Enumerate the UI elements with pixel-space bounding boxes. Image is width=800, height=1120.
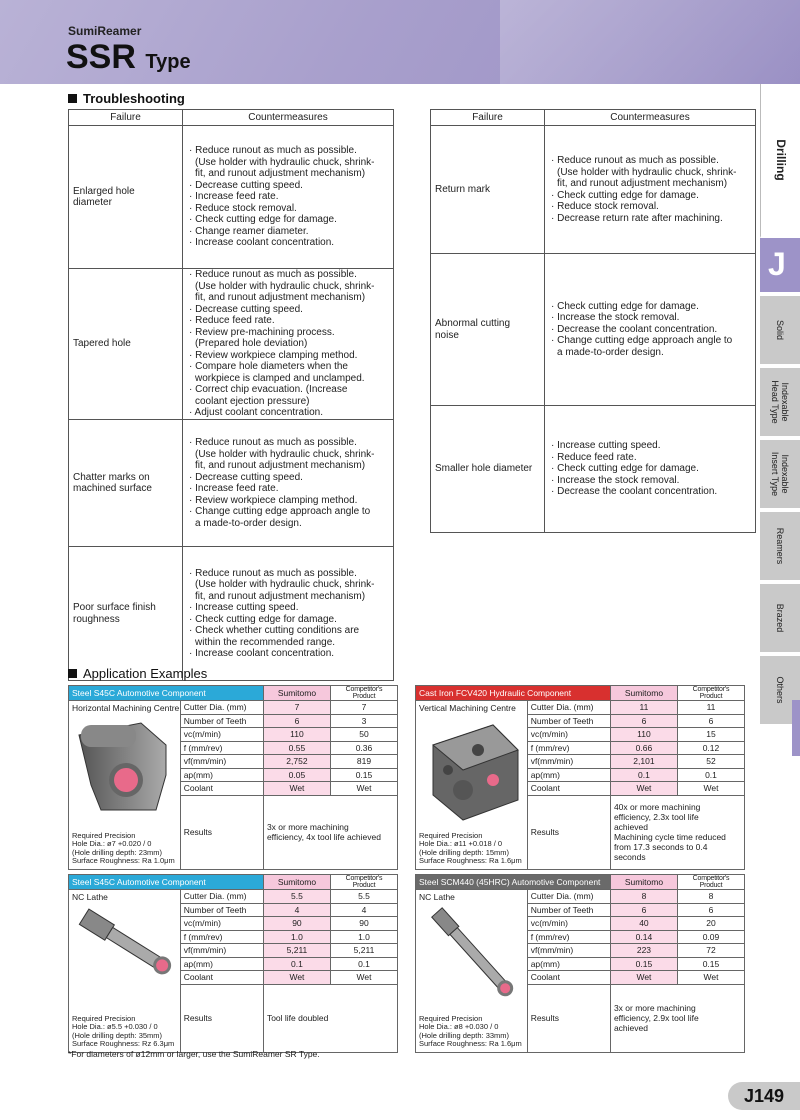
application-table [68, 874, 398, 1053]
competitor-value: 6 [677, 714, 744, 728]
sumitomo-value: 0.15 [610, 957, 677, 971]
page-number: J149 [728, 1082, 800, 1110]
parameter-label: Number of Teeth [527, 714, 610, 728]
countermeasure-line: · Review pre-machining process. [189, 326, 335, 338]
countermeasure-line: a made-to-order design. [195, 517, 302, 529]
countermeasure-line: (Use holder with hydraulic chuck, shrink- [195, 579, 375, 590]
part-image [418, 904, 528, 1006]
failure-text: Return mark [435, 183, 491, 195]
competitor-value: 0.1 [677, 768, 744, 782]
competitor-value: Wet [677, 971, 744, 985]
sumitomo-value: 8 [610, 890, 677, 904]
square-bullet-icon [68, 669, 77, 678]
parameter-label: vc(m/min) [180, 917, 263, 931]
countermeasure-line: · Change reamer diameter. [189, 225, 309, 237]
sumitomo-label: Sumitomo [263, 686, 330, 701]
application-header: Steel SCM440 (45HRC) Automotive Component [416, 875, 611, 890]
sumitomo-value: 2,752 [263, 755, 330, 769]
countermeasure-line: · Increase coolant concentration. [189, 648, 335, 659]
parameter-label: vc(m/min) [527, 728, 610, 742]
sumitomo-value: 40 [610, 917, 677, 931]
competitor-value: 0.15 [677, 957, 744, 971]
col-countermeasures: Countermeasures [545, 110, 756, 126]
competitor-value: Wet [330, 782, 397, 796]
part-image-cell [69, 701, 181, 870]
failure-text: Chatter marks on [73, 471, 150, 483]
competitor-label: Competitor's Product [330, 686, 397, 701]
countermeasure-line: fit, and runout adjustment mechanism) [195, 460, 366, 471]
competitor-value: 0.15 [330, 768, 397, 782]
failure-cell [431, 126, 545, 254]
results-line: seconds [613, 852, 646, 862]
results-line: efficiency, 4x tool life achieved [266, 832, 381, 842]
countermeasure-cell [183, 269, 394, 420]
countermeasure-line: · Increase feed rate. [189, 483, 279, 494]
series-name: SumiReamer [68, 24, 142, 38]
application-header: Steel S45C Automotive Component [69, 875, 264, 890]
failure-text: noise [435, 329, 459, 341]
countermeasure-line: (Use holder with hydraulic chuck, shrink- [195, 280, 375, 292]
countermeasure-line: (Use holder with hydraulic chuck, shrink- [195, 448, 375, 460]
countermeasure-line: (Use holder with hydraulic chuck, shrink- [195, 156, 375, 168]
machine-type: NC Lathe [419, 892, 455, 902]
sumitomo-value: 2,101 [610, 755, 677, 769]
parameter-label: Cutter Dia. (mm) [527, 701, 610, 715]
sumitomo-value: Wet [263, 782, 330, 796]
competitor-value: 52 [677, 755, 744, 769]
countermeasure-line: · Change cutting edge approach angle to [551, 335, 733, 347]
sumitomo-value: 90 [263, 917, 330, 931]
table-row [416, 701, 745, 715]
sumitomo-value: 4 [263, 903, 330, 917]
troubleshooting-title [68, 91, 185, 106]
failure-text: Enlarged hole [73, 185, 135, 197]
countermeasure-line: · Reduce runout as much as possible. [189, 567, 357, 579]
parameter-label: Coolant [527, 971, 610, 985]
sumitomo-value: 6 [263, 714, 330, 728]
countermeasure-line: · Check cutting edge for damage. [551, 189, 699, 201]
countermeasure-line: · Increase the stock removal. [551, 474, 680, 486]
countermeasure-line: coolant ejection pressure) [195, 395, 310, 407]
competitor-value: Wet [677, 782, 744, 796]
countermeasure-line: · Increase coolant concentration. [189, 237, 335, 249]
tab-indexable-insert[interactable] [760, 440, 800, 510]
countermeasure-cell [183, 420, 394, 547]
troubleshooting-table-right [430, 109, 756, 533]
parameter-label: Coolant [180, 971, 263, 985]
competitor-value: 5.5 [330, 890, 397, 904]
competitor-value: 7 [330, 701, 397, 715]
results-line: Machining cycle time reduced [613, 832, 726, 842]
tab-drilling-label: Drilling [773, 139, 788, 181]
precision-line: (Hole drilling depth: 15mm) [419, 847, 510, 857]
machine-type: Vertical Machining Centre [419, 703, 516, 713]
parameter-label: ap(mm) [180, 768, 263, 782]
troubleshooting-table-left [68, 109, 394, 681]
failure-text: Smaller hole diameter [435, 463, 533, 475]
failure-text: Tapered hole [73, 338, 131, 350]
part-image [71, 715, 181, 817]
countermeasure-line: · Reduce runout as much as possible. [189, 269, 357, 281]
precision-line: Hole Dia.: ø8 +0.030 / 0 [419, 1022, 499, 1031]
countermeasure-cell [545, 406, 756, 533]
table-row [431, 126, 756, 254]
competitor-value: 0.1 [330, 957, 397, 971]
results-line: 3x or more machining [266, 822, 349, 832]
tab-indexable-head[interactable] [760, 368, 800, 438]
table-row [431, 406, 756, 533]
col-failure: Failure [431, 110, 545, 126]
competitor-label: Competitor's Product [677, 875, 744, 890]
sumitomo-label: Sumitomo [263, 875, 330, 890]
tab-indexable-head-label: Indexable Head Type [770, 380, 790, 424]
competitor-value: 6 [677, 903, 744, 917]
parameter-label: f (mm/rev) [527, 930, 610, 944]
sumitomo-value: 0.1 [610, 768, 677, 782]
table-row [69, 126, 394, 269]
countermeasure-line: workpiece is clamped and unclamped. [195, 372, 365, 384]
tab-j[interactable] [760, 238, 800, 294]
competitor-value: 0.09 [677, 930, 744, 944]
parameter-label: Cutter Dia. (mm) [180, 890, 263, 904]
tab-others-label: Others [775, 676, 785, 704]
results-line: achieved [613, 822, 648, 832]
countermeasure-cell [183, 547, 394, 681]
sumitomo-value: 5.5 [263, 890, 330, 904]
sumitomo-value: 11 [610, 701, 677, 715]
competitor-value: 4 [330, 903, 397, 917]
parameter-label: Number of Teeth [527, 903, 610, 917]
countermeasure-line: · Decrease cutting speed. [189, 303, 303, 315]
parameter-label: f (mm/rev) [527, 741, 610, 755]
countermeasure-line: · Decrease cutting speed. [189, 471, 303, 483]
results-text [263, 795, 397, 869]
countermeasure-line: · Reduce runout as much as possible. [551, 155, 719, 166]
parameter-label: f (mm/rev) [180, 741, 263, 755]
table-row [431, 254, 756, 406]
parameter-label: Number of Teeth [180, 903, 263, 917]
application-table [415, 874, 745, 1053]
results-line: efficiency, 2.3x tool life [613, 812, 699, 822]
results-text [610, 984, 744, 1052]
model-title [66, 38, 191, 77]
countermeasure-line: fit, and runout adjustment mechanism) [195, 292, 366, 304]
tab-j-letter: J [768, 246, 786, 282]
sumitomo-value: 6 [610, 903, 677, 917]
failure-cell [69, 420, 183, 547]
precision-line: Required Precision [419, 830, 483, 840]
shaft-part-image [71, 904, 181, 984]
countermeasure-line: · Decrease return rate after machining. [551, 212, 723, 224]
part-image-cell [416, 890, 528, 1053]
countermeasure-line: · Reduce feed rate. [551, 451, 637, 463]
precision-line: Required Precision [419, 1013, 483, 1023]
col-countermeasures: Countermeasures [183, 110, 394, 126]
results-text [263, 984, 397, 1052]
countermeasure-line: · Increase feed rate. [189, 191, 279, 203]
precision-line: Surface Roughness: Ra 1.6μm [419, 1039, 522, 1048]
long-shaft-image [418, 904, 528, 1004]
results-text [610, 795, 744, 869]
sumitomo-value: 0.1 [263, 957, 330, 971]
parameter-label: Coolant [180, 782, 263, 796]
sumitomo-value: 0.55 [263, 741, 330, 755]
countermeasure-line: · Check cutting edge for damage. [551, 463, 699, 475]
sumitomo-value: 223 [610, 944, 677, 958]
parameter-label: vf(mm/min) [180, 944, 263, 958]
col-failure: Failure [69, 110, 183, 126]
part-image-cell [416, 701, 528, 870]
bracket-part-image [71, 715, 181, 815]
table-row [416, 890, 745, 904]
competitor-label: Competitor's Product [677, 686, 744, 701]
tab-solid-label: Solid [775, 319, 785, 341]
application-header: Steel S45C Automotive Component [69, 686, 264, 701]
results-line: efficiency, 2.9x tool life [613, 1013, 699, 1023]
competitor-value: 11 [677, 701, 744, 715]
precision-line: Surface Roughness: Ra 1.0μm [72, 856, 175, 865]
countermeasure-line: · Check whether cutting conditions are [189, 625, 360, 636]
page-header [0, 0, 800, 84]
required-precision [419, 1015, 522, 1049]
failure-cell [69, 547, 183, 681]
tab-solid[interactable] [760, 296, 800, 366]
results-label: Results [527, 984, 610, 1052]
countermeasure-line: · Decrease the coolant concentration. [551, 323, 718, 335]
countermeasure-cell [545, 126, 756, 254]
application-header: Cast Iron FCV420 Hydraulic Component [416, 686, 611, 701]
competitor-value: 0.36 [330, 741, 397, 755]
countermeasure-line: · Decrease the coolant concentration. [551, 486, 718, 498]
precision-line: Required Precision [72, 830, 136, 840]
countermeasure-line: a made-to-order design. [557, 346, 664, 358]
tab-reamers[interactable] [760, 512, 800, 582]
competitor-value: 0.12 [677, 741, 744, 755]
countermeasure-line: (Prepared hole deviation) [195, 338, 308, 350]
parameter-label: Cutter Dia. (mm) [527, 890, 610, 904]
precision-line: Hole Dia.: ø5.5 +0.030 / 0 [72, 1022, 158, 1031]
sumitomo-value: Wet [263, 971, 330, 985]
application-header-row [416, 875, 745, 890]
parameter-label: vf(mm/min) [527, 755, 610, 769]
parameter-label: vc(m/min) [180, 728, 263, 742]
countermeasure-line: fit, and runout adjustment mechanism) [195, 590, 366, 602]
table-row [69, 547, 394, 681]
precision-line: (Hole drilling depth: 35mm) [72, 1030, 163, 1040]
parameter-label: vf(mm/min) [527, 944, 610, 958]
failure-cell [69, 269, 183, 420]
sumitomo-value: 1.0 [263, 930, 330, 944]
countermeasure-line: · Check cutting edge for damage. [189, 613, 337, 625]
tab-indexable-insert-label: Indexable Insert Type [770, 451, 790, 497]
results-line: achieved [613, 1023, 648, 1033]
applications-title [68, 666, 207, 681]
failure-text: Poor surface finish [73, 602, 156, 613]
machine-type: Horizontal Machining Centre [72, 703, 180, 713]
sumitomo-value: 0.66 [610, 741, 677, 755]
hydraulic-block-image [418, 715, 528, 825]
machine-type: NC Lathe [72, 892, 108, 902]
precision-line: Hole Dia.: ø11 +0.018 / 0 [419, 839, 503, 848]
competitor-value: 90 [330, 917, 397, 931]
table-row [69, 420, 394, 547]
precision-line: Required Precision [72, 1013, 136, 1023]
results-label: Results [527, 795, 610, 869]
required-precision [72, 832, 175, 866]
sumitomo-label: Sumitomo [610, 686, 677, 701]
competitor-label: Competitor's Product [330, 875, 397, 890]
sumitomo-value: 6 [610, 714, 677, 728]
failure-text: diameter [73, 197, 112, 208]
failure-cell [431, 254, 545, 406]
results-label: Results [180, 984, 263, 1052]
countermeasure-line: · Change cutting edge approach angle to [189, 506, 371, 517]
application-table [68, 685, 398, 870]
required-precision [419, 832, 522, 866]
application-table [415, 685, 745, 870]
parameter-label: Cutter Dia. (mm) [180, 701, 263, 715]
countermeasure-line: · Decrease cutting speed. [189, 179, 303, 191]
countermeasure-line: · Review workpiece clamping method. [189, 349, 358, 361]
competitor-value: 3 [330, 714, 397, 728]
countermeasure-line: fit, and runout adjustment mechanism) [195, 168, 366, 180]
sumitomo-value: 110 [610, 728, 677, 742]
parameter-label: vc(m/min) [527, 917, 610, 931]
sumitomo-value: Wet [610, 971, 677, 985]
parameter-label: vf(mm/min) [180, 755, 263, 769]
precision-line: (Hole drilling depth: 33mm) [419, 1030, 510, 1040]
competitor-value: 50 [330, 728, 397, 742]
parameter-label: Coolant [527, 782, 610, 796]
applications-title-text: Application Examples [83, 666, 208, 681]
competitor-value: 15 [677, 728, 744, 742]
application-header-row [69, 686, 398, 701]
countermeasure-line: · Compare hole diameters when the [189, 361, 348, 373]
parameter-label: ap(mm) [527, 957, 610, 971]
countermeasure-line: · Correct chip evacuation. (Increase [189, 384, 348, 396]
results-line: Tool life doubled [266, 1013, 329, 1023]
countermeasure-line: · Increase cutting speed. [189, 602, 299, 613]
application-header-row [416, 686, 745, 701]
application-header-row [69, 875, 398, 890]
sumitomo-value: 0.05 [263, 768, 330, 782]
precision-line: Hole Dia.: ø7 +0.020 / 0 [72, 839, 152, 848]
part-image-cell [69, 890, 181, 1053]
model-suffix: Type [145, 51, 191, 73]
countermeasure-line: · Check cutting edge for damage. [189, 214, 337, 226]
part-image [418, 715, 528, 827]
failure-text: machined surface [73, 483, 152, 494]
countermeasure-line: · Increase cutting speed. [551, 440, 661, 452]
part-image [71, 904, 181, 986]
competitor-value: 72 [677, 944, 744, 958]
sumitomo-value: 110 [263, 728, 330, 742]
parameter-label: ap(mm) [180, 957, 263, 971]
tab-drilling[interactable] [760, 84, 800, 238]
results-line: from 17.3 seconds to 0.4 [613, 842, 708, 852]
countermeasure-line: · Reduce runout as much as possible. [189, 145, 357, 157]
failure-cell [431, 406, 545, 533]
countermeasure-cell [545, 254, 756, 406]
results-line: 3x or more machining [613, 1003, 696, 1013]
tab-brazed-label: Brazed [775, 603, 785, 633]
countermeasure-line: · Reduce stock removal. [551, 201, 659, 212]
countermeasure-cell [183, 126, 394, 269]
competitor-value: 8 [677, 890, 744, 904]
table-row [69, 890, 398, 904]
parameter-label: f (mm/rev) [180, 930, 263, 944]
competitor-value: Wet [330, 971, 397, 985]
failure-text: roughness [73, 613, 120, 625]
sumitomo-value: 7 [263, 701, 330, 715]
precision-line: (Hole drilling depth: 23mm) [72, 847, 163, 857]
competitor-value: 819 [330, 755, 397, 769]
table-row [69, 269, 394, 420]
countermeasure-line: · Check cutting edge for damage. [551, 300, 699, 312]
results-line: 40x or more machining [613, 802, 701, 812]
precision-line: Surface Roughness: Ra 1.6μm [419, 856, 522, 865]
countermeasure-line: · Reduce feed rate. [189, 315, 275, 327]
precision-line: Surface Roughness: Rz 6.3μm [72, 1039, 175, 1048]
countermeasure-line: · Increase the stock removal. [551, 312, 680, 324]
footnote: *For diameters of ø12mm or larger, use the SumiReamer SR Type. [68, 1049, 320, 1059]
countermeasure-line: · Adjust coolant concentration. [189, 407, 323, 419]
countermeasure-line: (Use holder with hydraulic chuck, shrink- [557, 166, 737, 178]
parameter-label: Number of Teeth [180, 714, 263, 728]
tab-brazed[interactable] [760, 584, 800, 654]
sumitomo-value: 5,211 [263, 944, 330, 958]
square-bullet-icon [68, 94, 77, 103]
countermeasure-line: · Reduce runout as much as possible. [189, 437, 357, 448]
troubleshooting-title-text: Troubleshooting [83, 91, 185, 106]
table-row [69, 701, 398, 715]
sumitomo-value: 0.14 [610, 930, 677, 944]
header-band [500, 0, 800, 84]
countermeasure-line: within the recommended range. [195, 636, 336, 648]
competitor-value: 1.0 [330, 930, 397, 944]
countermeasure-line: · Reduce stock removal. [189, 202, 297, 214]
countermeasure-line: · Review workpiece clamping method. [189, 494, 358, 506]
failure-text: Abnormal cutting [435, 318, 511, 329]
competitor-value: 20 [677, 917, 744, 931]
competitor-value: 5,211 [330, 944, 397, 958]
failure-cell [69, 126, 183, 269]
countermeasure-line: fit, and runout adjustment mechanism) [557, 178, 728, 189]
tab-reamers-label: Reamers [775, 527, 785, 565]
tab-marker [792, 700, 800, 756]
results-label: Results [180, 795, 263, 869]
parameter-label: ap(mm) [527, 768, 610, 782]
model-name: SSR [66, 38, 136, 76]
sumitomo-label: Sumitomo [610, 875, 677, 890]
required-precision [72, 1015, 174, 1049]
sumitomo-value: Wet [610, 782, 677, 796]
